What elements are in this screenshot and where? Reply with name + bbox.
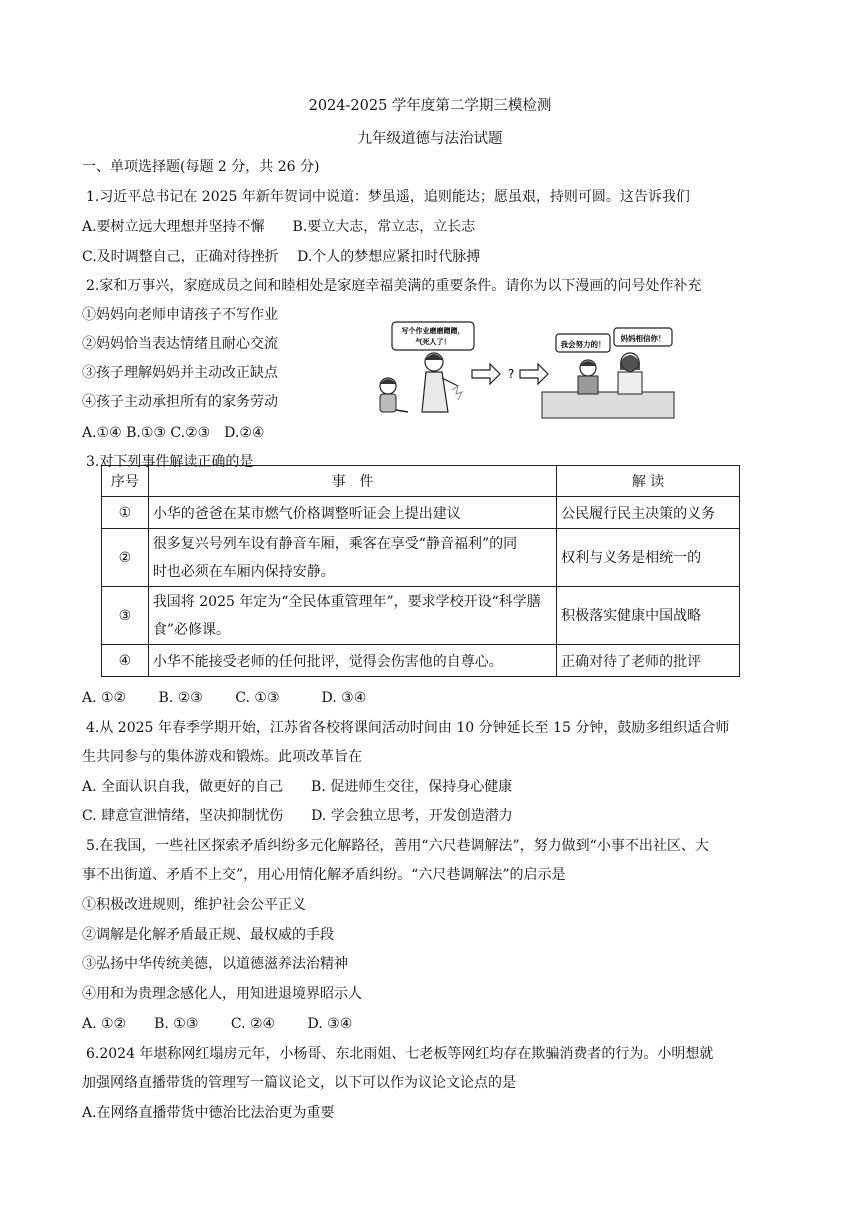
row-event-line-2: 食”必修课。 [152, 621, 230, 638]
q5-item-3: ③弘扬中华传统美德，以道德滋养法治精神 [82, 956, 348, 972]
q2-item-2: ②妈妈恰当表达情绪且耐心交流 [82, 336, 278, 352]
row-event [148, 529, 556, 587]
q4-options-cd: C. 肆意宣泄情绪，坚决抑制忧伤 D. 学会独立思考，开发创造潜力 [82, 808, 513, 824]
row-number: ① [102, 497, 149, 529]
table-row [102, 497, 740, 529]
anger-mark [452, 386, 462, 400]
q5-stem-line-1: 5.在我国，一些社区探索矛盾纠纷多元化解路径，善用“六尺巷调解法”，努力做到“小事不出社区、大 [86, 838, 709, 854]
row-event: 小华不能接受老师的任何批评，觉得会伤害他的自尊心。 [148, 645, 556, 677]
q2-options: A.①④ B.①③ C.②③ D.②④ [82, 425, 265, 441]
row-event [148, 587, 556, 645]
bubble-text-angry-2: 气死人了！ [415, 338, 451, 346]
row-event: 小华的爸爸在某市燃气价格调整听证会上提出建议 [148, 497, 556, 529]
row-event-line-1: 我国将 2025 年定为“全民体重管理年”，要求学校开设“科学膳 [152, 593, 541, 610]
row-reading: 公民履行民主决策的义务 [557, 497, 740, 529]
row-reading: 权利与义务是相统一的 [557, 529, 740, 587]
child-leg [396, 410, 408, 412]
q6-option-a: A.在网络直播带货中德治比法治更为重要 [82, 1105, 335, 1121]
row-number: ③ [102, 587, 149, 645]
exam-subtitle: 九年级道德与法治试题 [357, 131, 503, 147]
q5-item-2: ②调解是化解矛盾最正规、最权威的手段 [82, 927, 334, 943]
section-heading: 一、单项选择题(每题 2 分，共 26 分) [82, 159, 320, 175]
mom-dress [422, 372, 448, 412]
header-number: 序号 [102, 466, 149, 497]
q4-options-ab: A. 全面认识自我，做更好的自己 B. 促进师生交往，保持身心健康 [82, 779, 513, 795]
table-row [102, 645, 740, 677]
q3-stem: 3.对下列事件解读正确的是 [86, 454, 254, 470]
header-event: 事 件 [148, 466, 556, 497]
table-header-row [102, 466, 740, 497]
child-body-desk [578, 376, 598, 394]
header-reading: 解 读 [557, 466, 740, 497]
q5-item-1: ①积极改进规则，维护社会公平正义 [82, 897, 306, 913]
bubble-text-child: 我会努力的！ [560, 340, 606, 349]
question-mark: ? [508, 367, 515, 381]
q5-stem-line-2: 事不出街道、矛盾不上交”，用心用情化解矛盾纠纷。“六尺巷调解法”的启示是 [82, 867, 566, 883]
row-event-line-2: 时也必须在车厢内保持安静。 [152, 563, 335, 580]
q4-stem-line-1: 4.从 2025 年春季学期开始，江苏省各校将课间活动时间由 10 分钟延长至 15 分钟，鼓励多组织适合师 [86, 720, 730, 736]
q1-stem: 1.习近平总书记在 2025 年新年贺词中说道：梦虽遥，追则能达；愿虽艰，持则可圆。这告诉我们 [86, 189, 690, 205]
q2-item-4: ④孩子主动承担所有的家务劳动 [82, 394, 278, 410]
q2-item-3: ③孩子理解妈妈并主动改正缺点 [82, 365, 278, 381]
child-body [380, 394, 396, 412]
bubble-text-angry-1: 写个作业磨磨蹭蹭， [401, 327, 465, 335]
bubble-text-trust: 妈妈相信你！ [620, 334, 666, 343]
table-row [102, 529, 740, 587]
q6-stem-line-1: 6.2024 年堪称网红塌房元年，小杨哥、东北雨姐、七老板等网红均存在欺骗消费者的行为。小明想就 [86, 1046, 714, 1062]
events-table [101, 465, 740, 677]
q6-stem-line-2: 加强网络直播带货的管理写一篇议论文，以下可以作为议论文论点的是 [82, 1075, 516, 1091]
row-reading: 正确对待了老师的批评 [557, 645, 740, 677]
q5-item-4: ④用和为贵理念感化人，用知进退境界昭示人 [82, 986, 362, 1002]
q1-options-ab: A.要树立远大理想并坚持不懈 B.要立大志，常立志，立长志 [82, 219, 476, 235]
arrow-icon [472, 364, 500, 384]
q2-stem: 2.家和万事兴，家庭成员之间和睦相处是家庭幸福美满的重要条件。请你为以下漫画的问号处作补充 [86, 278, 702, 294]
exam-title: 2024-2025 学年度第二学期三模检测 [308, 98, 552, 114]
mom-body-desk [618, 372, 642, 394]
row-event-line-1: 很多复兴号列车设有静音车厢，乘客在享受“静音福利”的同 [152, 535, 518, 552]
arrow-icon [520, 364, 548, 384]
row-number: ② [102, 529, 149, 587]
table-row [102, 587, 740, 645]
row-number: ④ [102, 645, 149, 677]
q4-stem-line-2: 生共同参与的集体游戏和锻炼。此项改革旨在 [82, 749, 362, 765]
desk [542, 392, 674, 418]
row-reading: 积极落实健康中国战略 [557, 587, 740, 645]
q1-options-cd: C.及时调整自己，正确对待挫折 D.个人的梦想应紧扣时代脉搏 [82, 249, 481, 265]
q5-options: A. ①② B. ①③ C. ②④ D. ③④ [82, 1016, 353, 1032]
q2-item-1: ①妈妈向老师申请孩子不写作业 [82, 307, 278, 323]
comic-illustration [362, 320, 680, 424]
q3-options: A. ①② B. ②③ C. ①③ D. ③④ [82, 690, 367, 706]
